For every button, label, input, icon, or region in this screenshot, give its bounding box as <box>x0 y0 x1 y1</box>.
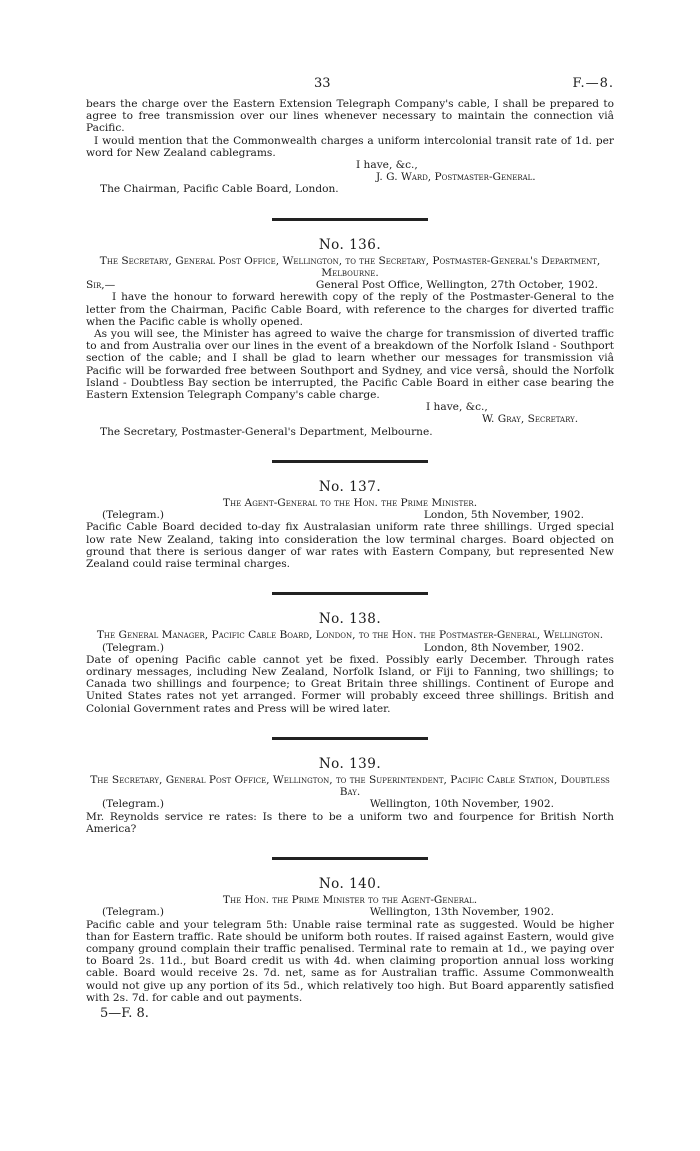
telegram-label: (Telegram.) <box>102 798 165 811</box>
section-divider <box>272 737 428 740</box>
letter-number: No. 137. <box>318 478 382 495</box>
letter-heading: The Agent-General to the Hon. the Prime Minister. <box>222 497 478 510</box>
telegram-body: Mr. Reynolds service re rates: Is there to be a uniform two and fourpence for British North America? <box>86 810 614 835</box>
page <box>86 78 614 1020</box>
intro-paragraph-2: I would mention that the Commonwealth charges a uniform intercolonial transit rate of 1d. per word for New Zealand cablegrams. <box>86 134 614 159</box>
dateline: London, 5th November, 1902. <box>423 509 584 522</box>
intro-signature: J. G. Ward, Postmaster-General. <box>376 171 536 184</box>
section-divider <box>272 857 428 860</box>
telegram-label: (Telegram.) <box>102 509 165 522</box>
letter-signature: W. Gray, Secretary. <box>482 413 579 426</box>
letter-number: No. 140. <box>318 876 382 893</box>
intro-section <box>86 98 614 196</box>
letter-addressee: The Secretary, Postmaster-General's Department, Melbourne. <box>100 425 433 438</box>
dateline: Wellington, 10th November, 1902. <box>369 798 554 811</box>
telegram-label: (Telegram.) <box>102 906 165 919</box>
letter-paragraph-1: I have the honour to forward herewith copy of the reply of the Postmaster-General to the letter from the Chairman, Pacific Cable Board, with reference to the charges for diverted traffic when the Pacific cable is wholly opened. <box>86 291 614 328</box>
letter-close: I have, &c., <box>426 401 488 414</box>
telegram-row <box>86 798 614 810</box>
document-code: F.—8. <box>572 76 614 91</box>
salutation: Sir,— <box>86 279 116 292</box>
dateline: Wellington, 13th November, 1902. <box>369 906 554 919</box>
section-divider <box>272 218 428 221</box>
letter-136 <box>86 236 614 438</box>
section-divider <box>272 460 428 463</box>
page-number: 33 <box>314 76 331 91</box>
letter-number: No. 136. <box>318 236 382 253</box>
section-divider <box>272 592 428 595</box>
letter-140 <box>86 878 614 1004</box>
signature-mark: 5—F. 8. <box>100 1006 149 1022</box>
telegram-body: Pacific Cable Board decided to-day fix Australasian uniform rate three shillings. Urged special low rate New Zealand, taking into consideration the low terminal charges. Board objected on ground that there is serious danger of war rates with Eastern Company, but represented New Zealand could raise terminal charges. <box>86 521 614 571</box>
telegram-row <box>86 642 614 654</box>
letter-paragraph-2: As you will see, the Minister has agreed to waive the charge for transmission of diverted traffic to and from Australia over our lines in the event of a breakdown of the Norfolk Island - Southport section of the cable; and I shall be glad to learn whether our messages for transmission viâ Pacific will be forwarded free between Southport and Sydney, and vice versâ, should the Norfolk Island - Doubtless Bay section be interrupted, the Pacific Cable Board in either case bearing the Eastern Extension Telegraph Company's cable charge. <box>86 328 614 402</box>
letter-number: No. 138. <box>318 611 382 628</box>
telegram-row <box>86 906 614 918</box>
dateline: General Post Office, Wellington, 27th October, 1902. <box>315 279 598 292</box>
letter-number: No. 139. <box>318 755 382 772</box>
letter-139 <box>86 755 614 835</box>
letter-heading: The Secretary, General Post Office, Wellington, to the Secretary, Postmaster-General's Department, Melbourne. <box>99 254 601 280</box>
intro-paragraph-1: bears the charge over the Eastern Extension Telegraph Company's cable, I shall be prepared to agree to free transmission over our lines whenever necessary to maintain the connection viâ Pacific. <box>86 98 614 135</box>
intro-addressee: The Chairman, Pacific Cable Board, London. <box>100 183 339 196</box>
telegram-label: (Telegram.) <box>102 641 165 654</box>
letter-heading: The Hon. the Prime Minister to the Agent-General. <box>222 894 478 907</box>
letter-heading: The General Manager, Pacific Cable Board, London, to the Hon. the Postmaster-General, Wellington. <box>96 629 604 642</box>
letter-137 <box>86 478 614 571</box>
intro-close: I have, &c., <box>356 159 418 172</box>
letter-heading: The Secretary, General Post Office, Wellington, to the Superintendent, Pacific Cable Station, Doubtless Bay. <box>90 774 610 799</box>
page-header <box>86 78 614 98</box>
salutation-row <box>86 279 614 291</box>
telegram-body: Pacific cable and your telegram 5th: Unable raise terminal rate as suggested. Would be higher than for Eastern traffic. Rate should be uniform both routes. If raised against Eastern, would give company ground complain their traffic penalised. Terminal rate to remain at 1d., we paying over to Board 2s. 11d., but Board credit us with 4d. when claiming proportion annual loss working cable. Board would receive 2s. 7d. net, same as for Australian traffic. Assume Commonwealth would not give up any portion of its 5d., which relatively too high. But Board apparently satisfied with 2s. 7d. for cable and out payments. <box>86 918 614 1004</box>
telegram-body: Date of opening Pacific cable cannot yet be fixed. Possibly early December. Through rates ordinary messages, including New Zealand, Norfolk Island, or Fiji to Fanning, two shillings; to Canada two shillings and fourpence; to Great Britain three shillings. Continent of Europe and United States rates not yet arranged. Former will probably exceed three shillings. British and Colonial Government rates and Press will be wired later. <box>86 653 614 715</box>
telegram-row <box>86 509 614 521</box>
letter-138 <box>86 613 614 715</box>
dateline: London, 8th November, 1902. <box>423 641 584 654</box>
